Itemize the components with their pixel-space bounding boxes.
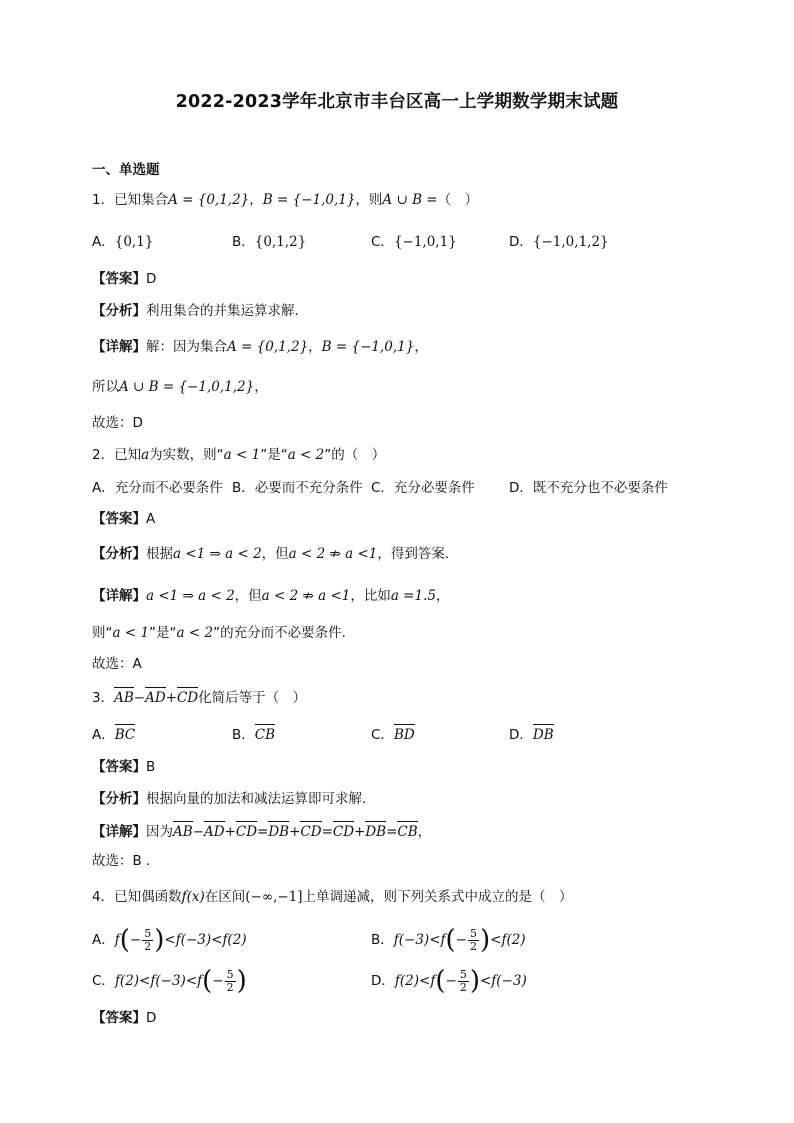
q3-vector-1: AB (114, 686, 134, 707)
q4-answer (92, 1009, 156, 1027)
detail-vector: CD (300, 820, 321, 841)
minus-sign: − (212, 973, 224, 989)
detail-tag: 【详解】 (92, 588, 146, 604)
right-paren: ) (236, 966, 247, 996)
detail-op: + (224, 824, 236, 840)
detail-vector: CD (236, 820, 257, 841)
q2-detail (92, 587, 449, 605)
q3-option-c-vector: BD (394, 723, 415, 744)
q3-op-2: + (165, 690, 177, 706)
q3-vector-2: AD (145, 686, 166, 707)
f-of-neg3: f(−3) (491, 973, 527, 989)
detail-vector: DB (365, 820, 386, 841)
detail-end: ， (414, 339, 428, 355)
minus-sign: − (129, 932, 142, 948)
detail-vector: CB (397, 820, 417, 841)
answer-value: A (146, 511, 156, 527)
q4-option-b (371, 926, 526, 954)
analysis-text: 根据向量的加法和减法运算即可求解. (146, 791, 367, 807)
q2-option-a: A．充分而不必要条件 (92, 480, 223, 496)
answer-tag: 【答案】 (92, 759, 146, 775)
analysis-math-1: a <1 ⇒ a < 2 (173, 546, 262, 562)
q4-option-c-label: C． (92, 973, 115, 989)
q2-stem-quote: ”是“ (260, 447, 288, 463)
detail-text: 解：因为集合 (146, 339, 227, 355)
q4-option-d (371, 967, 527, 995)
q4-f: f (440, 932, 446, 948)
q1-option-c-value: {−1,0,1} (393, 234, 457, 250)
result-text: 则“ (92, 625, 113, 641)
q3-answer (92, 758, 155, 776)
q3-analysis (92, 790, 366, 808)
q4-function: f(x) (181, 889, 205, 905)
answer-value: B (146, 759, 156, 775)
answer-value: D (146, 271, 157, 287)
q3-option-d (509, 723, 554, 744)
q1-option-a (92, 233, 153, 251)
fraction-denominator: 2 (226, 980, 234, 994)
q3-option-d-vector: DB (533, 723, 554, 744)
q1-set-a: A = {0,1,2} (168, 192, 250, 208)
detail-math-3: a =1.5 (390, 588, 436, 604)
detail-math-2: a < 2 ⇏ a <1 (261, 588, 351, 604)
left-paren: ( (119, 925, 130, 955)
q2-cond1: a < 1 (223, 447, 261, 463)
detail-vector: DB (268, 820, 289, 841)
right-paren: ) (154, 925, 165, 955)
detail-op: = (321, 824, 333, 840)
fraction (225, 969, 236, 994)
q3-option-c-label: C． (371, 727, 394, 743)
minus-sign: − (455, 932, 467, 948)
q2-option-d: D．既不充分也不必要条件 (509, 480, 668, 496)
less-than: < (139, 973, 151, 989)
analysis-math-2: a < 2 ⇏ a <1 (288, 546, 378, 562)
q3-option-b (232, 723, 275, 744)
q2-stem-text: 2．已知 (92, 447, 142, 463)
left-paren: ( (445, 925, 456, 955)
detail-math-1: a <1 ⇒ a < 2 (146, 588, 235, 604)
q3-option-c (371, 723, 415, 744)
f-of-neg3: f(−3) (393, 932, 430, 948)
q3-choose: 故选：B . (92, 853, 151, 869)
fraction (458, 969, 469, 994)
q2-stem (92, 446, 385, 464)
less-than: < (164, 932, 176, 948)
fraction-numerator: 5 (469, 926, 477, 940)
detail-vector: AD (204, 820, 225, 841)
f-of-2: f(2) (114, 973, 140, 989)
q4-f: f (430, 973, 436, 989)
answer-tag: 【答案】 (92, 271, 146, 287)
fraction-denominator: 2 (459, 980, 467, 994)
q3-option-b-label: B． (232, 727, 255, 743)
detail-text: 因为 (146, 824, 173, 840)
q3-option-a (92, 723, 135, 744)
right-paren: ) (479, 925, 491, 955)
q2-cond2: a < 2 (287, 447, 325, 463)
analysis-text: 利用集合的并集运算求解. (146, 303, 299, 319)
q2-stem-end: ”的（ ） (324, 447, 386, 463)
analysis-tag: 【分析】 (92, 791, 146, 807)
q1-stem-text: 1．已知集合 (92, 192, 169, 208)
q3-op-1: − (133, 690, 146, 706)
detail-text-but: ，但 (234, 588, 262, 604)
q2-analysis (92, 545, 449, 563)
q2-var: a (141, 447, 150, 463)
page-title: 2022-2023学年北京市丰台区高一上学期数学期末试题 (175, 92, 619, 112)
result-text: 所以 (92, 379, 119, 395)
q4-option-c (92, 967, 247, 995)
less-than: < (490, 932, 502, 948)
q1-sep: ， (249, 192, 263, 208)
q1-answer (92, 270, 156, 288)
answer-value: D (146, 1010, 157, 1026)
detail-op: = (257, 824, 269, 840)
fraction-numerator: 5 (144, 926, 152, 940)
fraction-denominator: 2 (469, 939, 477, 953)
analysis-tag: 【分析】 (92, 546, 146, 562)
q2-choose: 故选：A (92, 656, 142, 672)
q1-detail (92, 338, 428, 356)
f-of-neg3: f(−3) (175, 932, 212, 948)
q3-vector-3: CD (177, 686, 198, 707)
q3-stem (92, 686, 306, 707)
q3-option-b-vector: CB (255, 723, 275, 744)
result-text-mid: ”是“ (149, 625, 177, 641)
q1-option-b-label: B． (232, 234, 255, 250)
q3-detail (92, 820, 431, 841)
f-of-neg3: f(−3) (150, 973, 186, 989)
less-than: < (185, 973, 198, 989)
q1-option-b (232, 233, 306, 251)
result-math-2: a < 2 (176, 625, 214, 641)
q1-set-b: B = {−1,0,1} (262, 192, 356, 208)
q4-stem-interval: 在区间 (204, 889, 246, 905)
q1-option-a-value: {0,1} (114, 234, 154, 250)
detail-set-a: A = {0,1,2} (227, 339, 309, 355)
q4-stem-end: 上单调递减，则下列关系式中成立的是（ ） (302, 889, 573, 905)
q1-option-c-label: C． (371, 234, 394, 250)
answer-tag: 【答案】 (92, 1010, 146, 1026)
q2-option-c: C．充分必要条件 (371, 480, 475, 496)
q1-paren: （ ） (437, 192, 479, 208)
q4-interval: (−∞,−1] (245, 889, 303, 905)
result-end: ， (254, 379, 268, 395)
q4-stem (92, 888, 573, 906)
fraction-denominator: 2 (144, 939, 152, 953)
q2-answer (92, 510, 155, 528)
detail-text-example: ，比如 (350, 588, 391, 604)
q1-union: A ∪ B = (382, 192, 438, 208)
detail-end: ， (417, 824, 432, 840)
fraction-numerator: 5 (226, 967, 234, 981)
detail-tag: 【详解】 (92, 824, 146, 840)
less-than: < (419, 973, 431, 989)
detail-tag: 【详解】 (92, 339, 146, 355)
q4-option-b-label: B． (371, 932, 394, 948)
detail-op: − (192, 824, 204, 840)
q3-stem-text: 化简后等于（ ） (198, 690, 307, 706)
left-paren: ( (202, 966, 213, 996)
q3-option-d-label: D． (509, 727, 533, 743)
q2-result (92, 624, 346, 642)
less-than: < (429, 932, 441, 948)
q1-stem-then: ，则 (355, 192, 383, 208)
detail-set-b: B = {−1,0,1} (321, 339, 415, 355)
section-heading: 一、单选题 (92, 162, 160, 178)
detail-op: + (354, 824, 366, 840)
analysis-text-but: ，但 (261, 546, 289, 562)
q4-option-d-label: D． (371, 973, 395, 989)
q1-analysis (92, 302, 299, 320)
q3-option-a-vector: BC (115, 723, 136, 744)
f-of-2: f(2) (501, 932, 526, 948)
q4-stem-text: 4．已知偶函数 (92, 889, 182, 905)
q2-stem-mid: 为实数，则“ (149, 447, 224, 463)
q4-option-a (92, 926, 247, 954)
answer-tag: 【答案】 (92, 511, 146, 527)
q2-option-b: B．必要而不充分条件 (232, 480, 363, 496)
less-than: < (479, 973, 492, 989)
f-of-2: f(2) (222, 932, 247, 948)
detail-vector: CD (333, 820, 354, 841)
detail-end: ， (435, 588, 450, 604)
q1-stem (92, 191, 478, 209)
detail-op: = (386, 824, 398, 840)
result-text-end: ”的充分而不必要条件. (213, 625, 346, 641)
analysis-text: 根据 (146, 546, 173, 562)
detail-sep: ， (308, 339, 322, 355)
q1-option-c (371, 233, 457, 251)
fraction (468, 928, 479, 953)
analysis-tag: 【分析】 (92, 303, 146, 319)
q3-option-a-label: A． (92, 727, 115, 743)
q3-number: 3． (92, 690, 115, 706)
q4-f: f (114, 932, 120, 948)
fraction-numerator: 5 (459, 967, 467, 981)
less-than: < (211, 932, 223, 948)
result-math-1: a < 1 (112, 625, 150, 641)
q1-option-d-label: D． (509, 234, 533, 250)
result-expr: A ∪ B = {−1,0,1,2} (119, 379, 255, 395)
q1-result (92, 378, 268, 396)
right-paren: ) (469, 966, 480, 996)
q4-f: f (197, 973, 203, 989)
minus-sign: − (445, 973, 457, 989)
left-paren: ( (435, 966, 446, 996)
q1-option-d-value: {−1,0,1,2} (532, 234, 609, 250)
analysis-text-end: ，得到答案. (377, 546, 450, 562)
q1-option-a-label: A． (92, 234, 115, 250)
q1-option-b-value: {0,1,2} (254, 234, 307, 250)
q1-option-d (509, 233, 609, 251)
q4-option-a-label: A． (92, 932, 115, 948)
detail-vector: AB (173, 820, 193, 841)
detail-op: + (289, 824, 301, 840)
q1-choose: 故选：D (92, 415, 143, 431)
fraction (142, 928, 153, 953)
f-of-2: f(2) (394, 973, 420, 989)
